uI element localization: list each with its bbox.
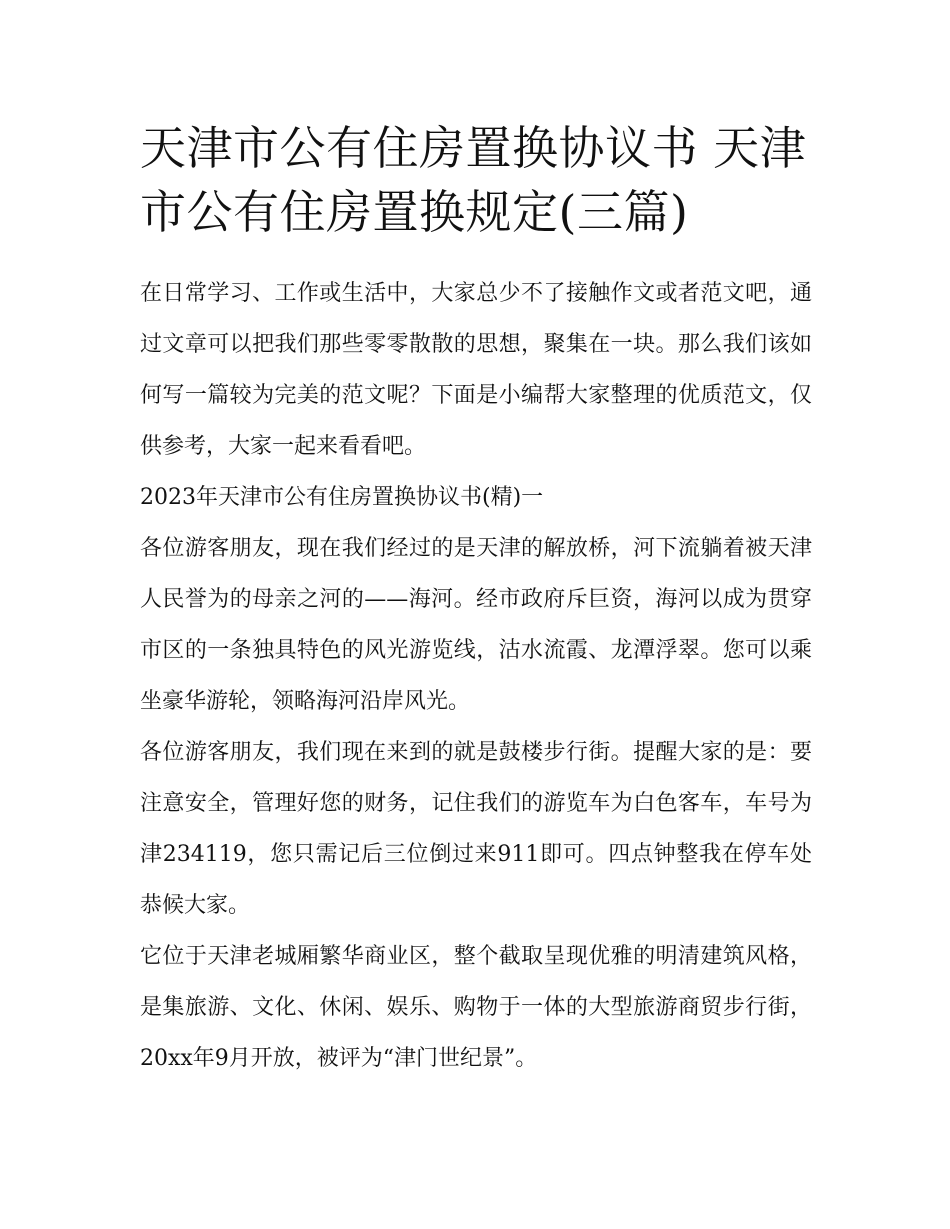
document-title: 天津市公有住房置换协议书 天津市公有住房置换规定(三篇) (140, 121, 807, 239)
document-page (140, 116, 812, 1084)
body-paragraph-1: 各位游客朋友，现在我们经过的是天津的解放桥，河下流躺着被天津人民誉为的母亲之河的——海河。经市政府斥巨资，海河以成为贯穿市区的一条独具特色的风光游览线，沽水流霞、龙潭浮翠。您可以乘坐豪华游轮，领略海河沿岸风光。 (140, 536, 812, 714)
section-heading: 2023年天津市公有住房置换协议书(精)一 (140, 485, 544, 510)
intro-paragraph: 在日常学习、工作或生活中，大家总少不了接触作文或者范文吧，通过文章可以把我们那些零零散散的思想，聚集在一块。那么我们该如何写一篇较为完美的范文呢？下面是小编帮大家整理的优质范文，仅供参考，大家一起来看看吧。 (140, 281, 812, 459)
body-paragraph-2: 各位游客朋友，我们现在来到的就是鼓楼步行街。提醒大家的是：要注意安全，管理好您的财务，记住我们的游览车为白色客车，车号为津234119，您只需记后三位倒过来911即可。四点钟整我在停车处恭候大家。 (140, 740, 812, 918)
title-spacer (140, 244, 812, 268)
body-paragraph-3: 它位于天津老城厢繁华商业区，整个截取呈现优雅的明清建筑风格，是集旅游、文化、休闲、娱乐、购物于一体的大型旅游商贸步行街，20xx年9月开放，被评为“津门世纪景”。 (140, 944, 812, 1071)
